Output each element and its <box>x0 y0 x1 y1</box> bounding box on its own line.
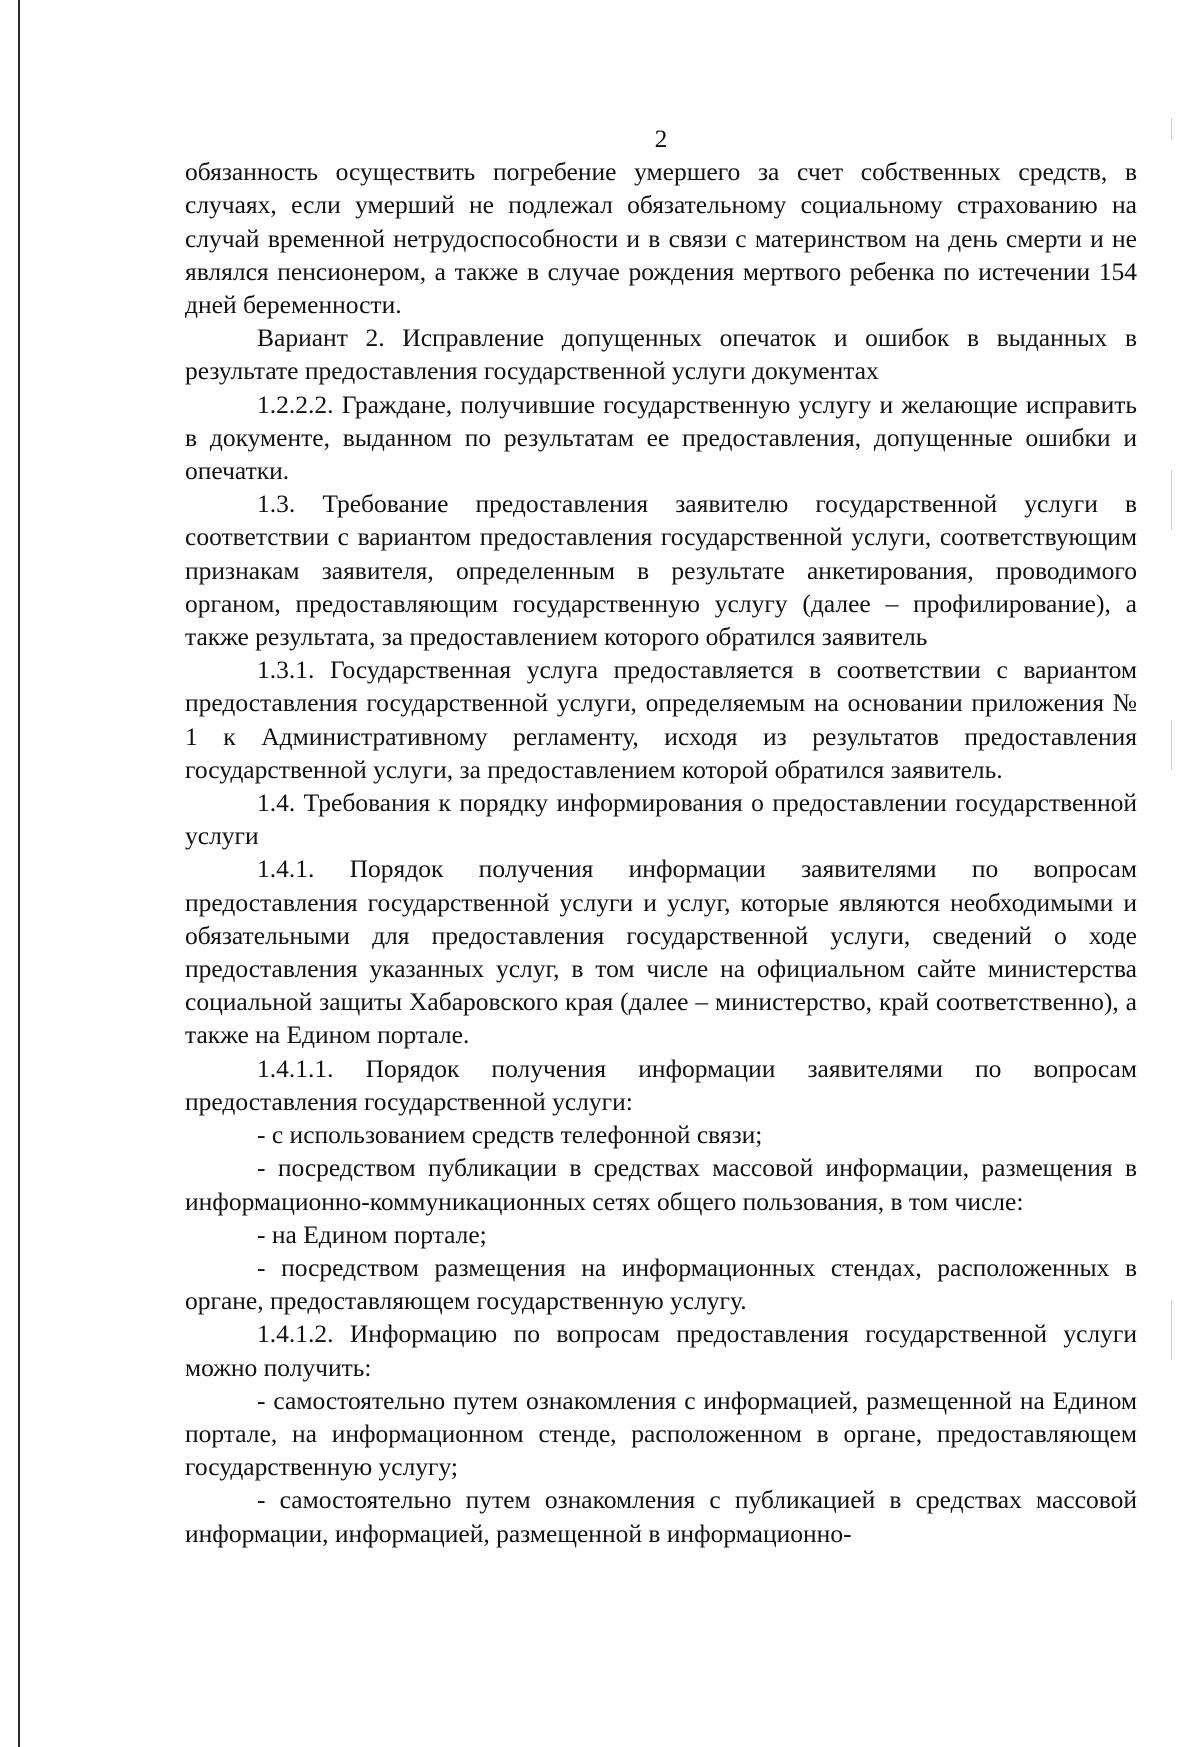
paragraph: - посредством размещения на информационных стендах, расположенных в органе, предоставляющем государственную услугу. <box>185 1252 1137 1316</box>
scan-right-mark <box>1171 1300 1172 1360</box>
paragraph: - посредством публикации в средствах массовой информации, размещения в информационно-коммуникационных сетях общего пользования, в том числе: <box>185 1153 1137 1216</box>
paragraph: - самостоятельно путем ознакомления с публикацией в средствах массовой информации, информацией, размещенной в информационно- <box>185 1485 1137 1548</box>
paragraph: 1.4. Требования к порядку информирования о предоставлении государственной услуги <box>185 788 1137 851</box>
document-page <box>185 122 1137 1550</box>
document-body <box>185 155 1137 1550</box>
paragraph: 1.4.1.2. Информацию по вопросам предоставления государственной услуги можно получить: <box>185 1319 1137 1382</box>
paragraph: 1.3. Требование предоставления заявителю государственной услуги в соответствии с вариантом предоставления государственной услуги, соответствующим признакам заявителя, определенным в результате анкетирования, проводимого органом, предоставляющим государственную услугу (далее – профилирование), а также результата, за предоставлением которого обратился заявитель <box>185 489 1137 652</box>
paragraph: 1.3.1. Государственная услуга предоставляется в соответствии с вариантом предоставления государственной услуги, определяемым на основании приложения № 1 к Административному регламенту, исходя из результатов предоставления государственной услуги, за предоставлением которой обратился заявитель. <box>185 655 1137 784</box>
scan-right-mark <box>1171 720 1172 770</box>
scan-left-edge <box>18 0 20 1747</box>
scan-right-mark <box>1171 118 1172 140</box>
paragraph: 1.4.1.1. Порядок получения информации заявителями по вопросам предоставления государственной услуги: <box>185 1053 1137 1116</box>
paragraph: - с использованием средств телефонной связи; <box>257 1120 763 1150</box>
paragraph: 1.4.1. Порядок получения информации заявителями по вопросам предоставления государственной услуги и услуг, которые являются необходимыми и обязательными для предоставления государственной услуги, сведений о ходе предоставления указанных услуг, в том числе на официальном сайте министерства социальной защиты Хабаровского края (далее – министерство, край соответственно), а также на Едином портале. <box>185 854 1137 1050</box>
scan-right-mark <box>1171 470 1172 530</box>
page-number: 2 <box>654 124 668 153</box>
paragraph: 1.2.2.2. Граждане, получившие государственную услугу и желающие исправить в документе, выданном по результатам ее предоставления, допущенные ошибки и опечатки. <box>185 389 1137 486</box>
paragraph: - на Едином портале; <box>257 1219 487 1249</box>
paragraph: Вариант 2. Исправление допущенных опечаток и ошибок в выданных в результате предоставления государственной услуги документах <box>185 323 1137 386</box>
paragraph: - самостоятельно путем ознакомления с информацией, размещенной на Едином портале, на информационном стенде, расположенном в органе, предоставляющем государственную услугу; <box>185 1385 1137 1482</box>
paragraph: обязанность осуществить погребение умершего за счет собственных средств, в случаях, если умерший не подлежал обязательному социальному страхованию на случай временной нетрудоспособности и в связи с материнством на день смерти и не являлся пенсионером, а также в случае рождения мертвого ребенка по истечении 154 дней беременности. <box>185 157 1137 320</box>
